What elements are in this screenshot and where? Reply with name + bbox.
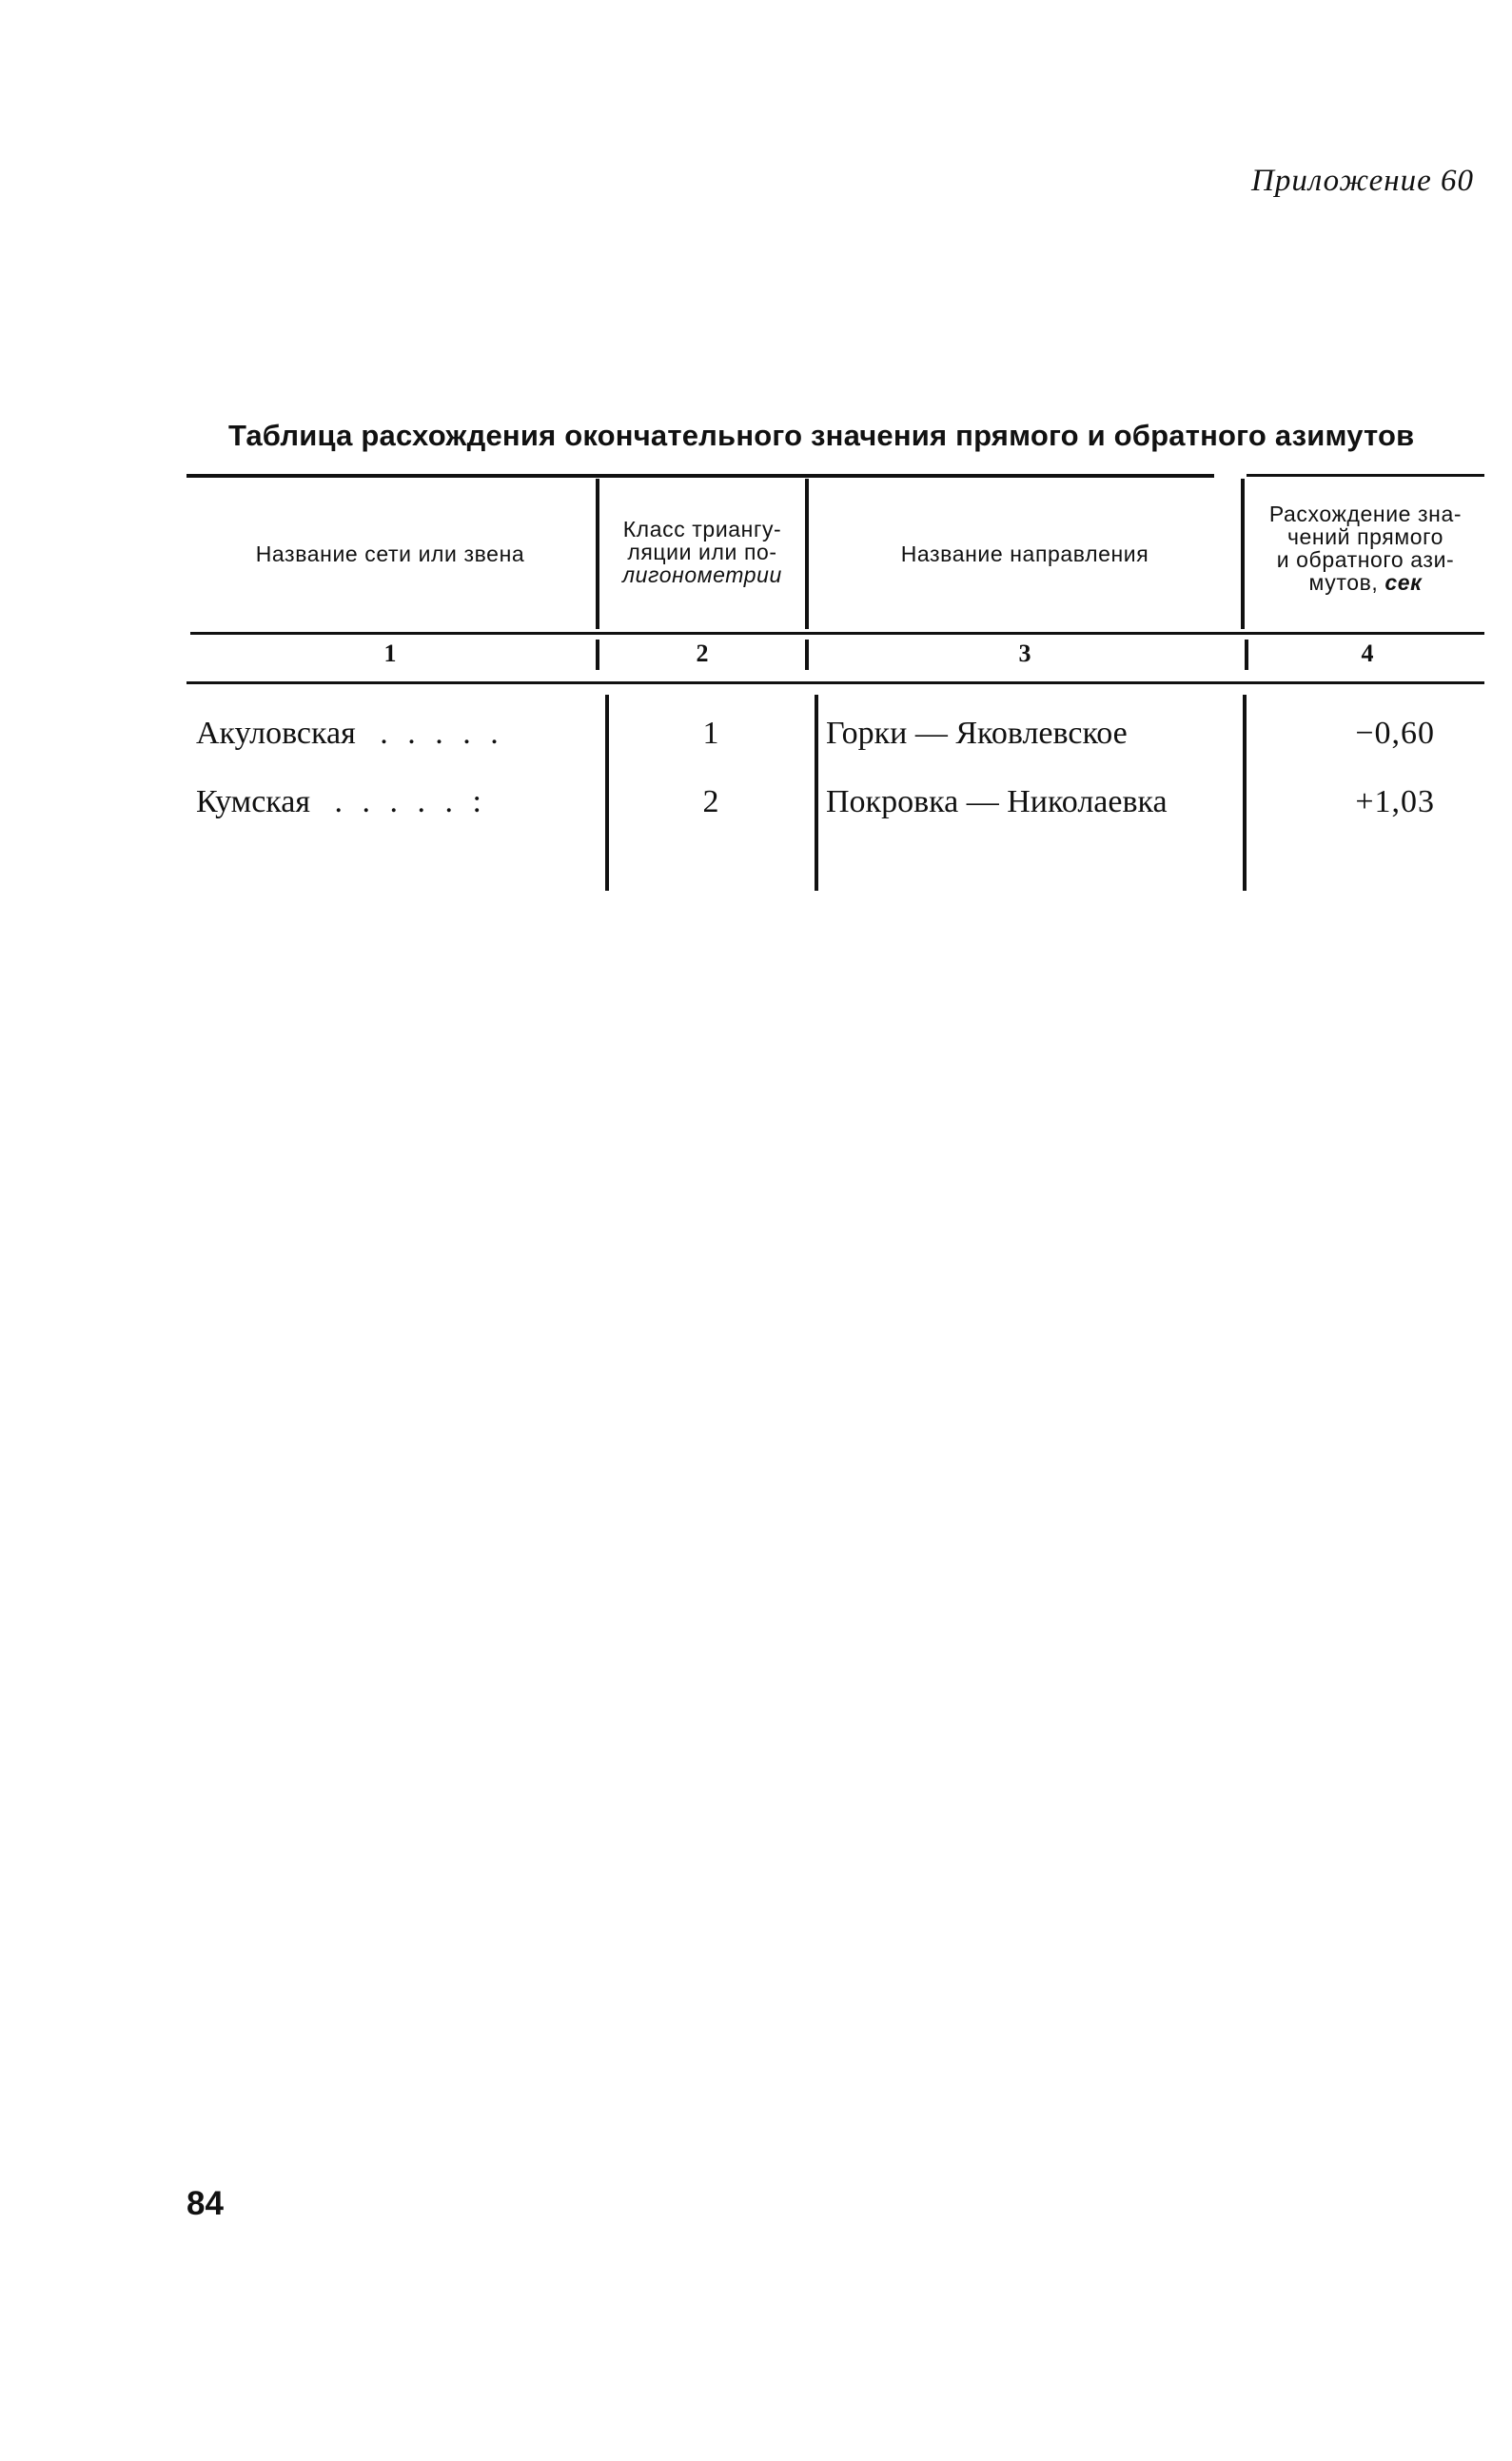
column-number: 3 [1018,640,1031,667]
body-divider [815,695,818,891]
page-number: 84 [187,2185,224,2222]
column-number: 2 [696,640,709,667]
header-bottom-rule [190,632,1484,635]
column-header-direction: Название направления [900,541,1149,566]
table-row-class: 2 [702,784,719,819]
column-header-divergence: Расхождение зна- чений прямого и обратного ази- мутов, сек [1268,502,1463,595]
column-number: 4 [1361,640,1374,667]
header-divider [596,479,599,629]
column-header-class: Класс триангу- ляции или по- лигонометрии [622,517,782,587]
table-top-rule-right [1247,474,1484,477]
table-row-class: 1 [702,716,719,751]
column-number: 1 [383,640,397,667]
table-title: Таблица расхождения окончательного значения прямого и обратного азимутов [228,419,1415,452]
column-number-rule [187,681,1484,684]
header-divider [805,479,809,629]
colnum-divider [596,640,599,670]
table-row-name: Акуловская . . . . . [196,716,504,751]
table-row-direction: Горки — Яковлевское [826,716,1128,751]
column-header-network: Название сети или звена [255,541,525,566]
table-row-direction: Покровка — Николаевка [826,784,1168,819]
body-divider [605,695,609,891]
table-row-name: Кумская . . . . . : [196,784,487,819]
colnum-divider [1245,640,1248,670]
table-row-divergence: +1,03 [1355,784,1435,819]
header-divider [1241,479,1245,629]
colnum-divider [805,640,809,670]
body-divider [1243,695,1247,891]
appendix-label: Приложение 60 [1251,164,1474,198]
table-row-divergence: −0,60 [1355,716,1435,751]
table-top-rule [187,474,1214,478]
unit-seconds: сек [1384,570,1423,595]
